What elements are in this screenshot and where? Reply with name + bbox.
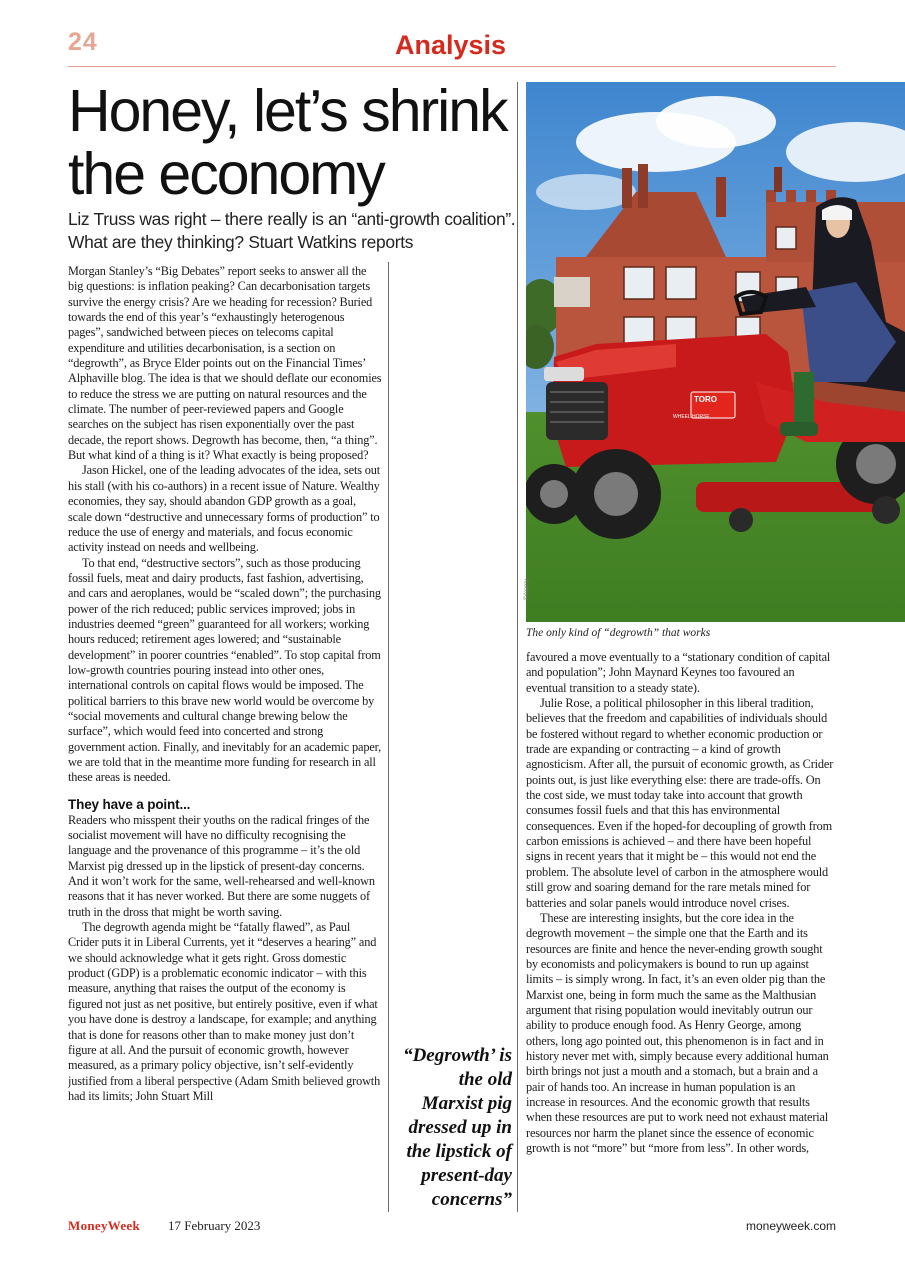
pull-quote: “Degrowth’ is the old Marxist pig dressed up in the lipstick of present-day concerns” <box>403 1045 512 1210</box>
subheading: They have a point... <box>68 796 191 812</box>
body-paragraph: favoured a move eventually to a “stationary condition of capital and population”; John Maynard Keynes too favoured an eventual transition to a steady state). <box>526 650 831 695</box>
section-label: Analysis <box>395 30 507 60</box>
body-paragraph: Readers who misspent their youths on the radical fringes of the socialist movement will have no difficulty recognising the language and the provenance of this programme – it’s the old Marxist pig dressed up in the lipstick of present-day concerns. And it won’t work for the same, well-rehearsed and well-known reasons that it has never worked. But there are some nuggets of truth in the dross that might be worth saving. <box>68 812 375 919</box>
body-paragraph: Jason Hickel, one of the leading advocates of the idea, sets out his stall (with his co-authors) in a recent issue of Nature. Wealthy economies, they say, should abandon GDP growth as a goal, scale down “destructive and unnecessary forms of production” to reduce the use of energy and materials, and focus economic activity instead on needs and wellbeing. <box>68 463 381 555</box>
column-divider <box>517 82 518 1212</box>
issue-date: 17 February 2023 <box>168 1218 261 1233</box>
page-number: 24 <box>68 28 98 56</box>
photo-credit: ©Alamy <box>524 578 530 600</box>
column-divider-left <box>388 262 389 1212</box>
body-paragraph: Julie Rose, a political philosopher in this liberal tradition, believes that the freedom and capabilities of individuals should be fostered without regard to whether economic production or trade are expanding or contracting – a kind of growth agnosticism. After all, the pursuit of economic growth, as Crider points out, is just like everything else: there are trade-offs. On the cost side, we must today take into account that growth consumes fossil fuels and that this has environmental consequences. Even if the hoped-for decoupling of growth from carbon emissions is achieved – and there have been hopeful signs in recent years that it might be – this would not end the problem. The absolute level of carbon in the atmosphere would still grow and soaring demand for the rare metals mined for batteries and solar panels would introduce novel crises. <box>526 696 834 910</box>
website-url: moneyweek.com <box>746 1219 837 1233</box>
brand-decal: TORO <box>694 395 717 404</box>
standfirst: Liz Truss was right – there really is an “anti-growth coalition”. What are they thinking? Stuart Watkins reports <box>68 209 516 252</box>
body-paragraph: Morgan Stanley’s “Big Debates” report seeks to answer all the big questions: is inflation peaking? Can decarbonisation targets survive the energy crisis? Are we heading for recession? Buried towards the end of this year’s “exhaustingly heterogenous pages”, sandwiched between pieces on telecoms capital expenditure and utilities decarbonisation, is a section on “degrowth”, as Bryce Elder points out on the Financial Times’ Alphaville blog. The idea is that we should deflate our economies to reduce the stress we are putting on natural resources and the climate. The number of peer-reviewed papers and Google searches on the subject has risen exponentially over the past decade, the report shows. Degrowth has become, then, “a thing”. But what kind of a thing is it? What exactly is being proposed? <box>68 264 382 463</box>
headline: Honey, let’s shrink the economy <box>68 78 507 207</box>
article-photo <box>526 82 905 622</box>
body-column-1 <box>68 264 382 1210</box>
moneyweek-logo: MoneyWeek <box>68 1218 141 1233</box>
model-decal: WHEEL HORSE <box>673 414 710 420</box>
body-paragraph: To that end, “destructive sectors”, such as those producing fossil fuels, meat and dairy products, fast fashion, advertising, and cars and aeroplanes, would be “scaled down”; the purchasing power of the rich reduced; public services improved; jobs in industries deemed “green” guaranteed for all workers; working hours reduced; retirement ages lowered; and “sustainable development” in poorer countries “enabled”. To stop capital from low-growth countries pouring instead into other ones, international controls on capital flows would be imposed. The political barriers to this brave new world would be overcome by “social movements and cultural change brewing below the surface”, which would feed into concerted and strong government action. Finally, and inevitably for an academic paper, we are told that in the meantime more funding for research in all these areas is needed. <box>68 555 382 785</box>
body-paragraph: These are interesting insights, but the core idea in the degrowth movement – the simple one that the Earth and its resources are finite and hence the never-ending growth sought by economists and policymakers is bound to run up against limits – is simply wrong. In fact, it’s an even older pig than the Marxist one, being in form much the same as the Malthusian argument that rising population would inevitably outrun our ability to produce enough food. As Henry George, among others, long ago pointed out, this phenomenon is in fact and in history never met with, simply because every additional human birth brings not just a mouth and a stomach, but a brain and a pair of hands too. An increase in human population is an increase in resources. And the economic growth that results when these resources are put to work need not exhaust material resources nor harm the planet since the essence of economic growth is not “more” but “more from less”. In other words, <box>526 910 829 1155</box>
body-paragraph: The degrowth agenda might be “fatally flawed”, as Paul Crider puts it in Liberal Currents, yet it “deserves a hearing” and we should acknowledge what it gets right. Gross domestic product (GDP) is a problematic economic indicator – with this measure, anything that raises the output of the economy is figured not just as net positive, but entirely positive, even if what you have done is destroy a landscape, for example; and anything that is done for reasons other than to make money just don’t figure at all. And the pursuit of economic growth, however measured, as a primary policy objective, isn’t self-evidently justified from a liberal perspective (Adam Smith believed growth had its limits; John Stuart Mill <box>68 920 381 1103</box>
photo-caption: The only kind of “degrowth” that works <box>526 627 711 639</box>
body-column-3 <box>526 650 836 1210</box>
header-rule <box>68 66 836 67</box>
